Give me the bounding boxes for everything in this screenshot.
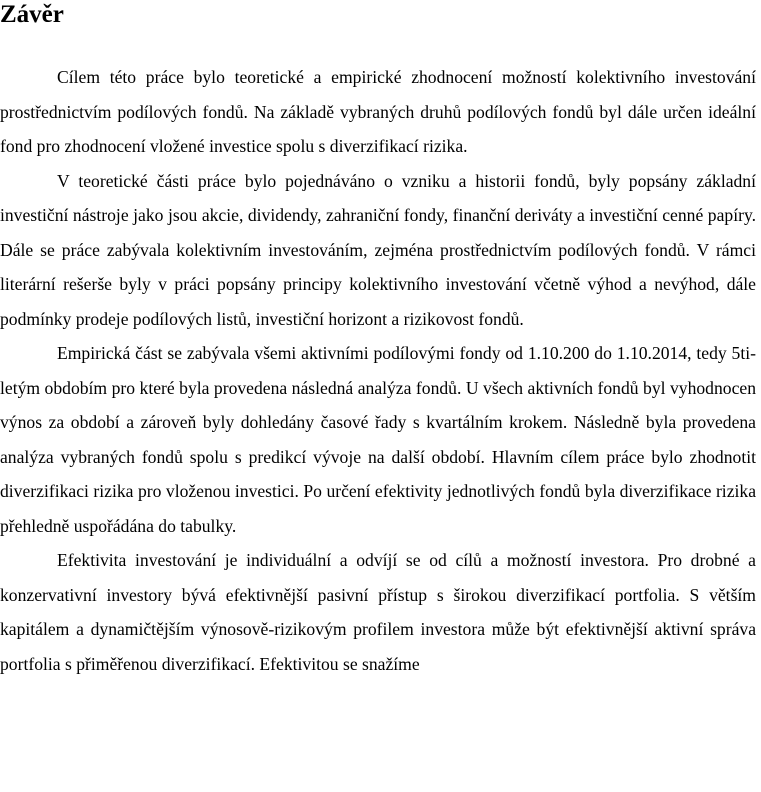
paragraph-empirical: Empirická část se zabývala všemi aktivními podílovými fondy od 1.10.200 do 1.10.2014, tedy 5ti-letým obdobím pro které byla provedena následná analýza fondů. U všech aktivních fondů byl vyhodnocen výnos za období a zároveň byly dohledány časové řady s kvartálním krokem. Následně byla provedena analýza vybraných fondů spolu s predikcí vývoje na další období. Hlavním cílem práce bylo zhodnotit diverzifikaci rizika pro vloženou investici. Po určení efektivity jednotlivých fondů byla diverzifikace rizika přehledně uspořádána do tabulky. (0, 343, 756, 536)
paragraph-theory: V teoretické části práce bylo pojednáváno o vzniku a historii fondů, byly popsány základní investiční nástroje jako jsou akcie, dividendy, zahraniční fondy, finanční deriváty a investiční cenné papíry. Dále se práce zabývala kolektivním investováním, zejména prostřednictvím podílových fondů. V rámci literární rešerše byly v práci popsány principy kolektivního investování včetně výhod a nevýhod, dále podmínky prodeje podílových listů, investiční horizont a rizikovost fondů. (0, 170, 756, 329)
body-text (0, 60, 756, 681)
section-heading: Závěr (0, 1, 64, 28)
paragraph-goal: Cílem této práce bylo teoretické a empirické zhodnocení možností kolektivního investování prostřednictvím podílových fondů. Na základě vybraných druhů podílových fondů byl dále určen ideální fond pro zhodnocení vložené investice spolu s diverzifikací rizika. (0, 67, 756, 156)
paragraph-efficiency: Efektivita investování je individuální a odvíjí se od cílů a možností investora. Pro drobné a konzervativní investory bývá efektivnější pasivní přístup s širokou diverzifikací portfolia. S větším kapitálem a dynamičtějším výnosově-rizikovým profilem investora může být efektivnější aktivní správa portfolia s přiměřenou diverzifikací. Efektivitou se snažíme (0, 550, 756, 674)
